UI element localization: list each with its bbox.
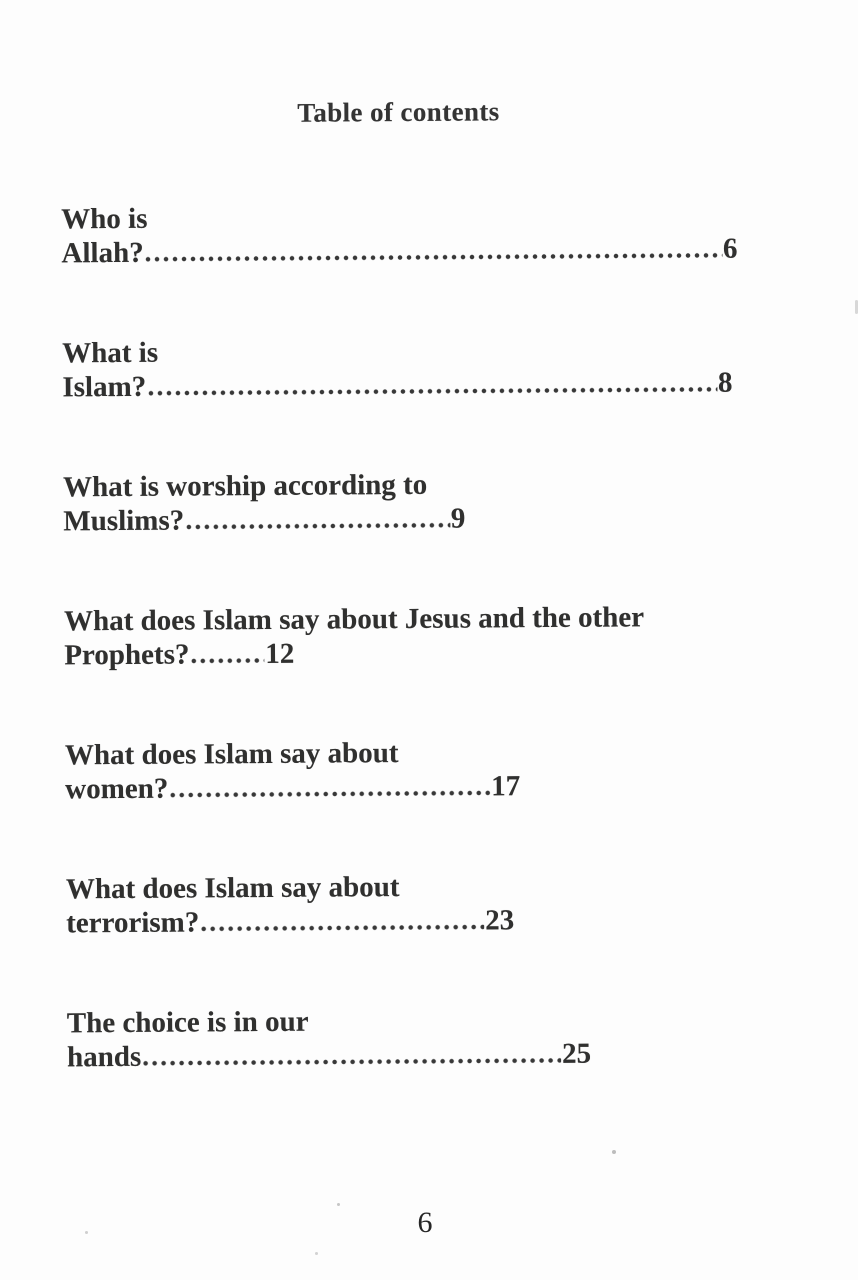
toc-entry-leader-line xyxy=(64,637,294,673)
toc-entry-page-number: 12 xyxy=(265,637,295,670)
toc-entry-title: What does Islam say about Jesus and the other xyxy=(63,601,645,638)
dot-leader xyxy=(146,253,722,262)
toc-entry xyxy=(65,734,741,807)
page-title: Table of contents xyxy=(297,96,500,128)
toc-entry-page-number: 9 xyxy=(450,502,466,535)
dot-leader xyxy=(170,790,490,797)
toc-entry-label: terrorism? xyxy=(66,906,200,940)
toc-entry-page-number: 25 xyxy=(561,1037,592,1070)
dot-leader xyxy=(191,658,264,664)
toc-entry-list xyxy=(61,198,743,1075)
toc-entry-label: Allah? xyxy=(61,236,144,270)
toc-entry xyxy=(66,868,742,941)
toc-entry-title: Who is xyxy=(61,202,148,236)
scan-speck xyxy=(315,1252,318,1255)
toc-entry-title: The choice is in our xyxy=(66,1005,309,1040)
toc-entry-label: Islam? xyxy=(62,370,147,404)
dot-leader xyxy=(148,387,717,396)
toc-entry xyxy=(61,198,737,271)
toc-entry-leader-line xyxy=(62,366,732,405)
dot-leader xyxy=(186,523,450,530)
toc-entry-leader-line xyxy=(66,903,514,940)
toc-entry-title: What does Islam say about xyxy=(64,737,399,772)
toc-entry-label: Prophets? xyxy=(64,638,190,672)
dot-leader xyxy=(143,1058,561,1066)
toc-entry-page-number: 6 xyxy=(722,232,738,265)
toc-entry-leader-line xyxy=(65,769,520,806)
toc-entry-title: What is worship according to xyxy=(62,468,428,504)
toc-entry-label: hands xyxy=(66,1040,142,1074)
toc-entry-leader-line xyxy=(63,502,465,539)
folio-page-number: 6 xyxy=(417,1206,433,1239)
toc-entry-label: Muslims? xyxy=(63,504,185,538)
toc-entry xyxy=(62,332,738,405)
scan-speck xyxy=(337,1203,340,1206)
toc-content xyxy=(60,92,743,1141)
toc-entry-leader-line xyxy=(67,1037,591,1075)
toc-entry-leader-line xyxy=(61,232,737,271)
dot-leader xyxy=(201,924,484,931)
toc-entry-title: What does Islam say about xyxy=(65,871,400,906)
scan-speck xyxy=(85,1231,88,1234)
toc-entry xyxy=(63,466,739,539)
toc-entry-page-number: 23 xyxy=(485,904,515,937)
toc-entry-page-number: 17 xyxy=(491,770,521,803)
toc-entry-title: What is xyxy=(62,336,159,370)
scan-speck xyxy=(612,1150,616,1154)
toc-entry-label: women? xyxy=(65,772,169,806)
toc-entry-page-number: 8 xyxy=(717,366,733,399)
toc-entry xyxy=(64,600,740,673)
toc-entry xyxy=(67,1002,743,1075)
